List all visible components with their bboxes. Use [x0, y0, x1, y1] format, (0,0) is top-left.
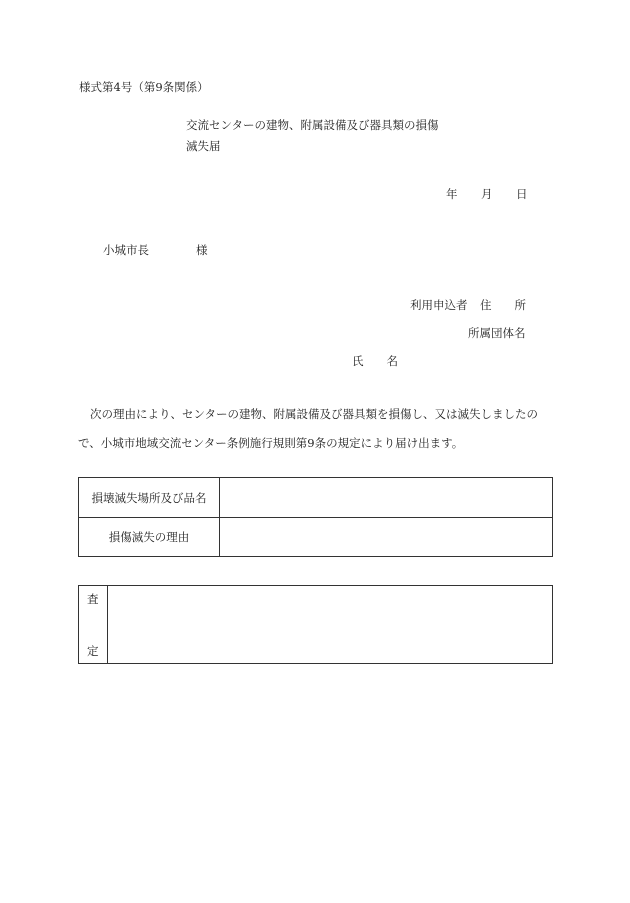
- date-day-label: 日: [516, 187, 528, 201]
- body-text-line-1: 次の理由により、センターの建物、附属設備及び器具類を損傷し、又は滅失しましたの: [90, 407, 539, 421]
- damage-reason-field[interactable]: [220, 518, 553, 557]
- details-table: [78, 477, 553, 557]
- applicant-name-label: 氏 名: [352, 354, 398, 368]
- addressee-honorific: 様: [196, 243, 208, 257]
- applicant-group-label: 所属団体名: [468, 326, 526, 340]
- date-month-label: 月: [481, 187, 493, 201]
- review-label-cell: [79, 586, 108, 664]
- addressee-name: 小城市長: [103, 243, 149, 257]
- review-label-bottom: 定: [87, 644, 99, 658]
- table-row: [79, 586, 553, 664]
- review-label-top: 査: [87, 592, 99, 606]
- damage-reason-label: 損傷滅失の理由: [79, 518, 220, 557]
- damage-location-label: 損壊滅失場所及び品名: [79, 478, 220, 518]
- damage-location-field[interactable]: [220, 478, 553, 518]
- table-row: [79, 478, 553, 518]
- review-field[interactable]: [108, 586, 553, 664]
- review-box: [78, 585, 553, 664]
- title-line-2: 滅失届: [186, 139, 221, 153]
- applicant-address-label: 住 所: [480, 298, 526, 312]
- title-line-1: 交流センターの建物、附属設備及び器具類の損傷: [186, 118, 439, 132]
- body-text-line-2: で、小城市地域交流センター条例施行規則第9条の規定により届け出ます。: [78, 436, 464, 450]
- date-year-label: 年: [446, 187, 458, 201]
- applicant-role-label: 利用申込者: [410, 298, 468, 312]
- form-number: 様式第4号（第9条関係）: [79, 80, 209, 94]
- table-row: [79, 518, 553, 557]
